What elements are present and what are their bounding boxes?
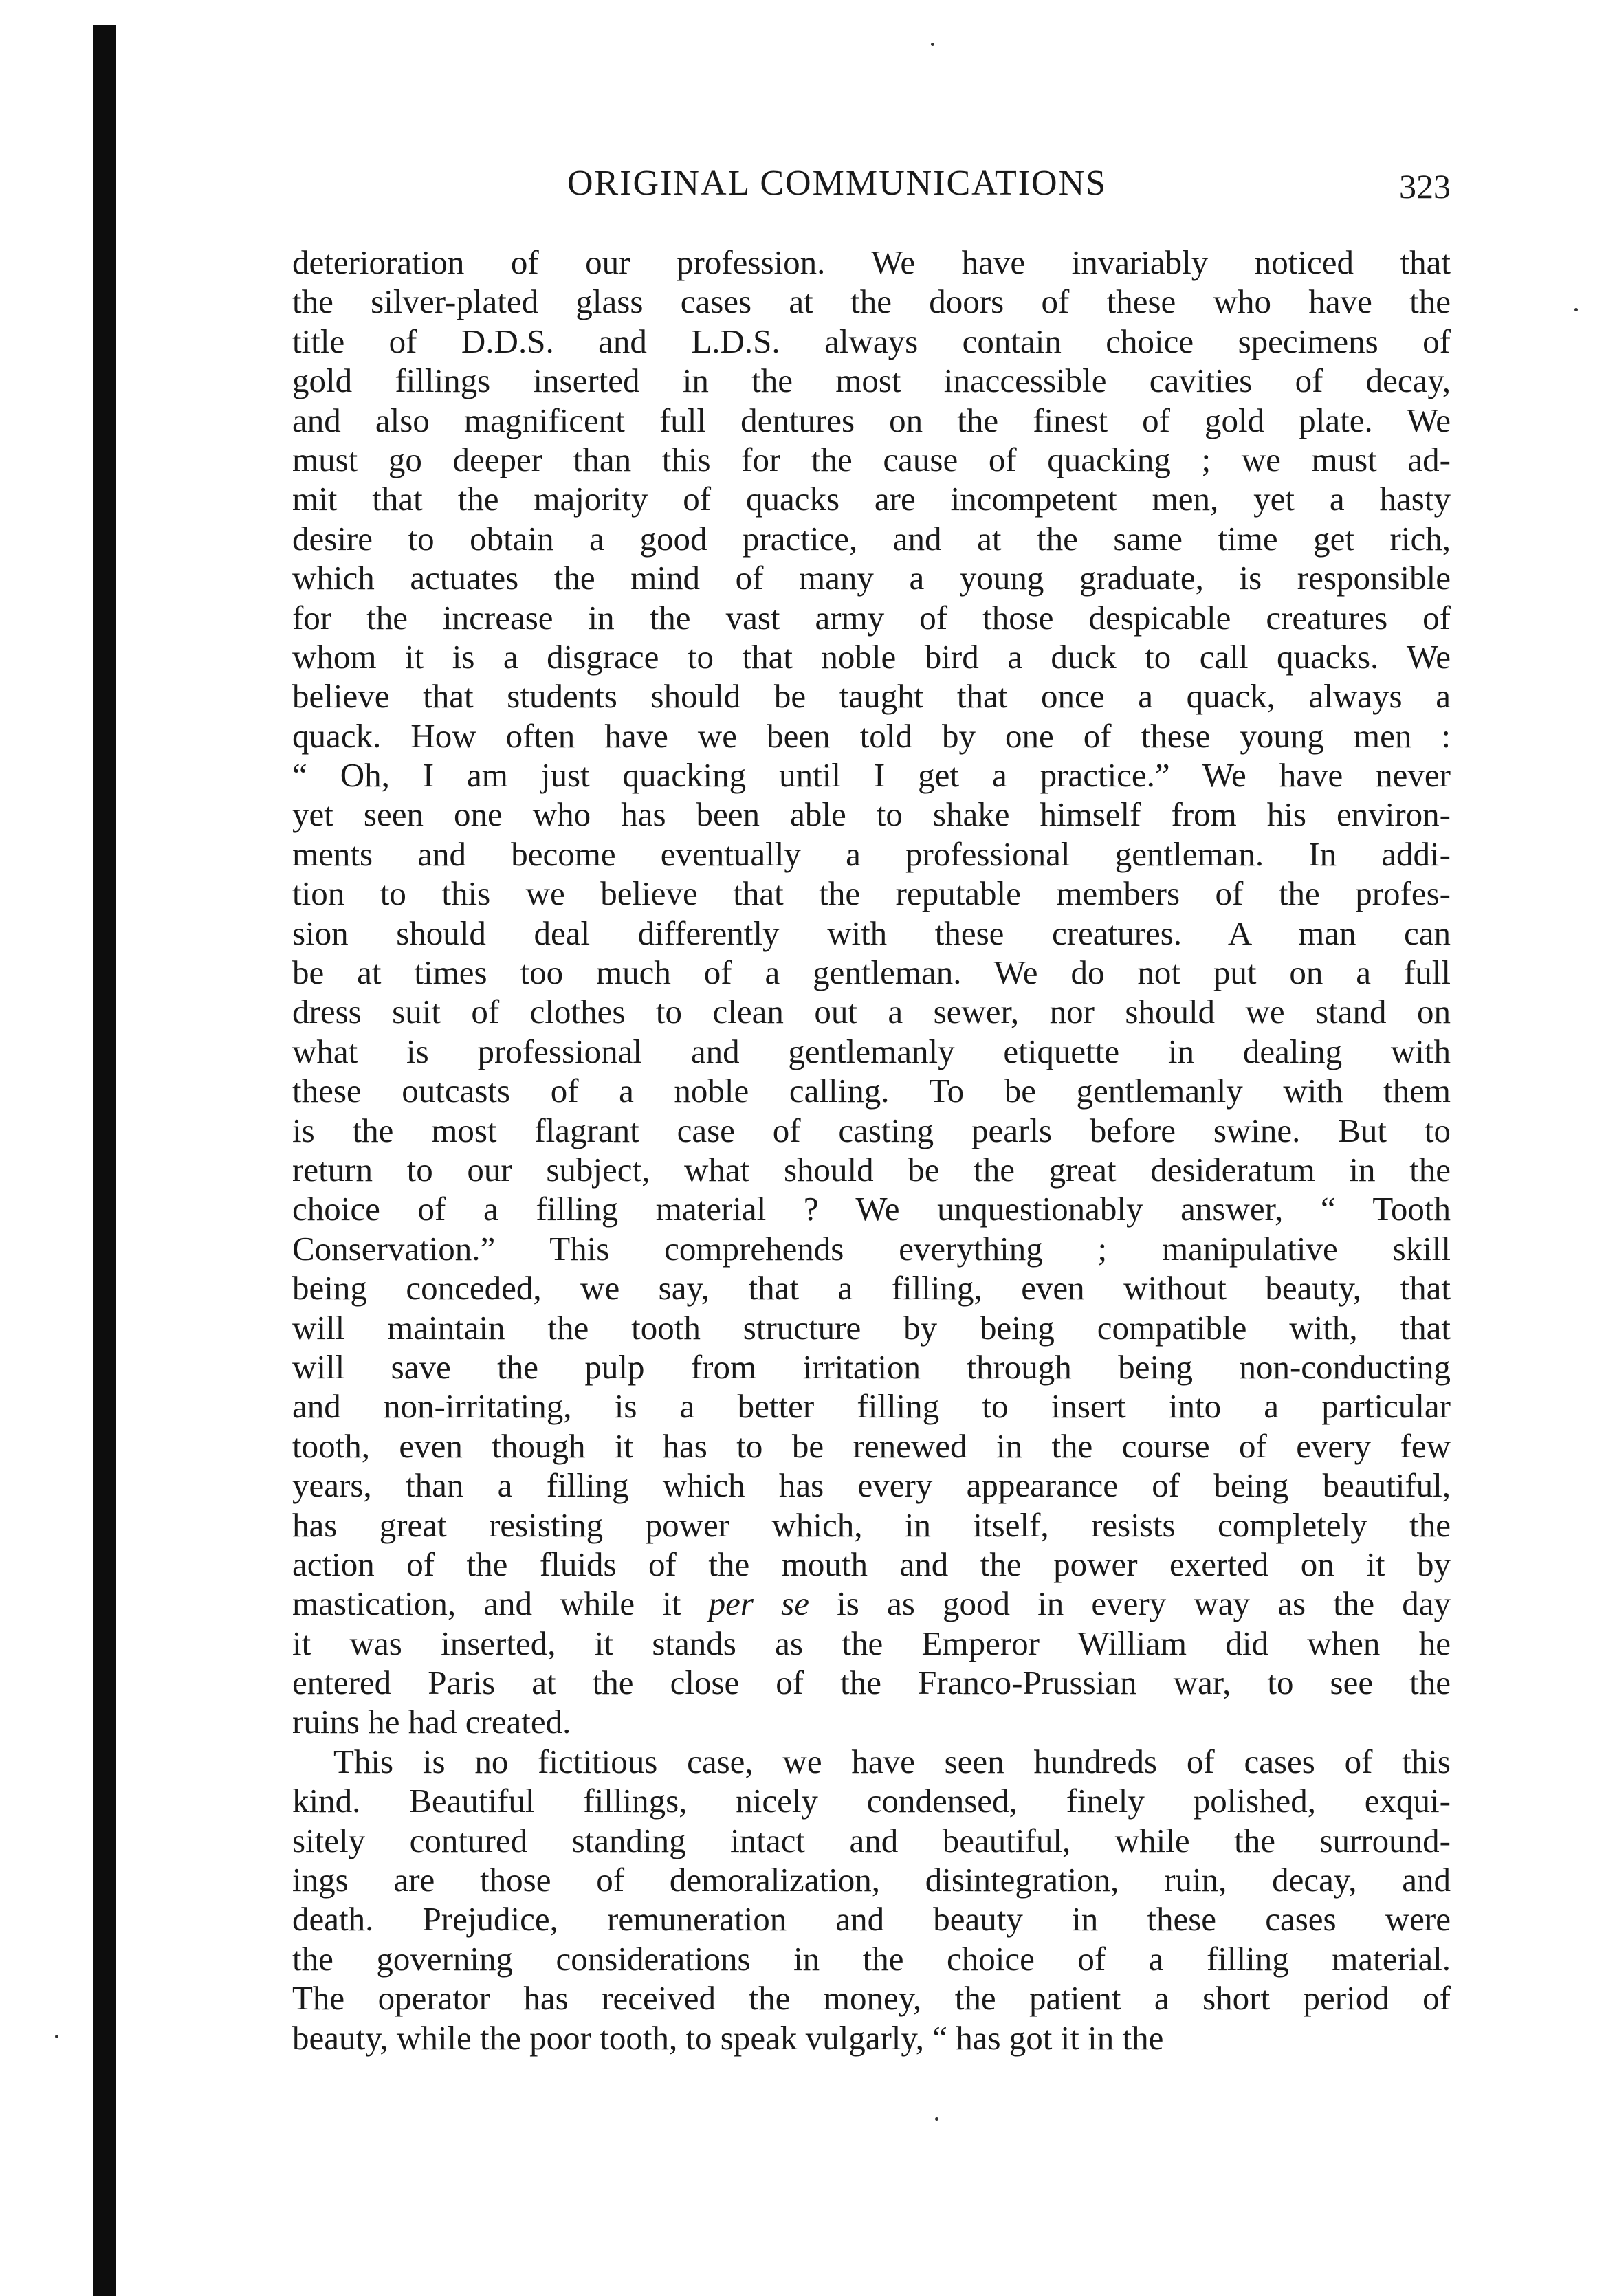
text-line: choice of a filling material ? We unquestionably answer, “ Tooth (292, 1190, 1451, 1228)
text-line: is the most flagrant case of casting pearls before swine. But to (292, 1111, 1451, 1149)
text-line: and non-irritating, is a better filling to insert into a particular (292, 1387, 1451, 1426)
text-line: yet seen one who has been able to shake himself from his environ- (292, 795, 1451, 834)
text-line: quack. How often have we been told by one of these young men : (292, 716, 1451, 755)
print-speck (935, 2117, 938, 2121)
text-line: entered Paris at the close of the Franco-Prussian war, to see the (292, 1664, 1451, 1702)
text-line: will save the pulp from irritation through being non-conducting (292, 1347, 1451, 1386)
paragraph (292, 243, 1451, 1742)
binding-edge-shadow (93, 25, 116, 2296)
text-line: the governing considerations in the choice of a filling material. (292, 1939, 1451, 1978)
running-head (289, 159, 1451, 208)
text-line: believe that students should be taught that once a quack, always a (292, 677, 1451, 716)
running-title: ORIGINAL COMMUNICATIONS (567, 164, 1108, 203)
text-line: This is no fictitious case, we have seen hundreds of cases of this (333, 1742, 1451, 1780)
text-line: Conservation.” This comprehends everything ; manipulative skill (292, 1229, 1451, 1268)
text-line: be at times too much of a gentleman. We do not put on a full (292, 953, 1451, 992)
text-line: beauty, while the poor tooth, to speak vulgarly, “ has got it in the (292, 2018, 1164, 2057)
text-line: desire to obtain a good practice, and at the same time get rich, (292, 519, 1451, 558)
text-line: being conceded, we say, that a filling, even without beauty, that (292, 1269, 1451, 1307)
text-line: the silver-plated glass cases at the doors of these who have the (292, 283, 1451, 321)
text-line: has great resisting power which, in itself, resists completely the (292, 1505, 1451, 1544)
text-line: these outcasts of a noble calling. To be gentlemanly with them (292, 1072, 1451, 1110)
text-line: ruins he had created. (292, 1703, 571, 1741)
body-text (292, 243, 1451, 2057)
page-number: 323 (1399, 167, 1451, 206)
text-line: title of D.D.S. and L.D.S. always contain choice specimens of (292, 322, 1451, 360)
text-line: sitely contured standing intact and beautiful, while the surround- (292, 1821, 1451, 1859)
text-line: will maintain the tooth structure by being compatible with, that (292, 1308, 1451, 1347)
text-line: return to our subject, what should be the great desideratum in the (292, 1150, 1451, 1189)
text-line: ments and become eventually a professional gentleman. In addi- (292, 835, 1451, 873)
print-speck (55, 2035, 58, 2038)
text-line: action of the fluids of the mouth and the power exerted on it by (292, 1545, 1451, 1583)
text-line: deterioration of our profession. We have invariably noticed that (292, 243, 1451, 281)
text-line: which actuates the mind of many a young graduate, is responsible (292, 559, 1451, 597)
text-line: ings are those of demoralization, disintegration, ruin, decay, and (292, 1861, 1451, 1899)
paragraph (292, 1742, 1451, 2057)
text-line: gold fillings inserted in the most inaccessible cavities of decay, (292, 362, 1451, 400)
text-line: years, than a filling which has every appearance of being beautiful, (292, 1466, 1451, 1505)
text-line: for the increase in the vast army of those despicable creatures of (292, 598, 1451, 637)
text-line: The operator has received the money, the patient a short period of (292, 1979, 1451, 2018)
text-line: “ Oh, I am just quacking until I get a practice.” We have never (292, 756, 1451, 795)
text-line: whom it is a disgrace to that noble bird a duck to call quacks. We (292, 637, 1451, 676)
text-line: tion to this we believe that the reputable members of the profes- (292, 874, 1451, 913)
print-speck (1574, 308, 1578, 311)
print-speck (931, 43, 934, 46)
text-line: mastication, and while it per se is as good in every way as the day (292, 1585, 1451, 1623)
text-line: what is professional and gentlemanly etiquette in dealing with (292, 1032, 1451, 1070)
text-line: and also magnificent full dentures on the finest of gold plate. We (292, 401, 1451, 439)
text-line: mit that the majority of quacks are incompetent men, yet a hasty (292, 480, 1451, 518)
text-line: sion should deal differently with these creatures. A man can (292, 914, 1451, 952)
text-line: it was inserted, it stands as the Emperor William did when he (292, 1624, 1451, 1662)
text-line: dress suit of clothes to clean out a sewer, nor should we stand on (292, 993, 1451, 1031)
text-line: tooth, even though it has to be renewed in the course of every few (292, 1426, 1451, 1465)
text-line: kind. Beautiful fillings, nicely condensed, finely polished, exqui- (292, 1782, 1451, 1820)
text-line: must go deeper than this for the cause of quacking ; we must ad- (292, 440, 1451, 478)
text-line: death. Prejudice, remuneration and beauty in these cases were (292, 1900, 1451, 1939)
italic-phrase: per se (708, 1585, 809, 1623)
